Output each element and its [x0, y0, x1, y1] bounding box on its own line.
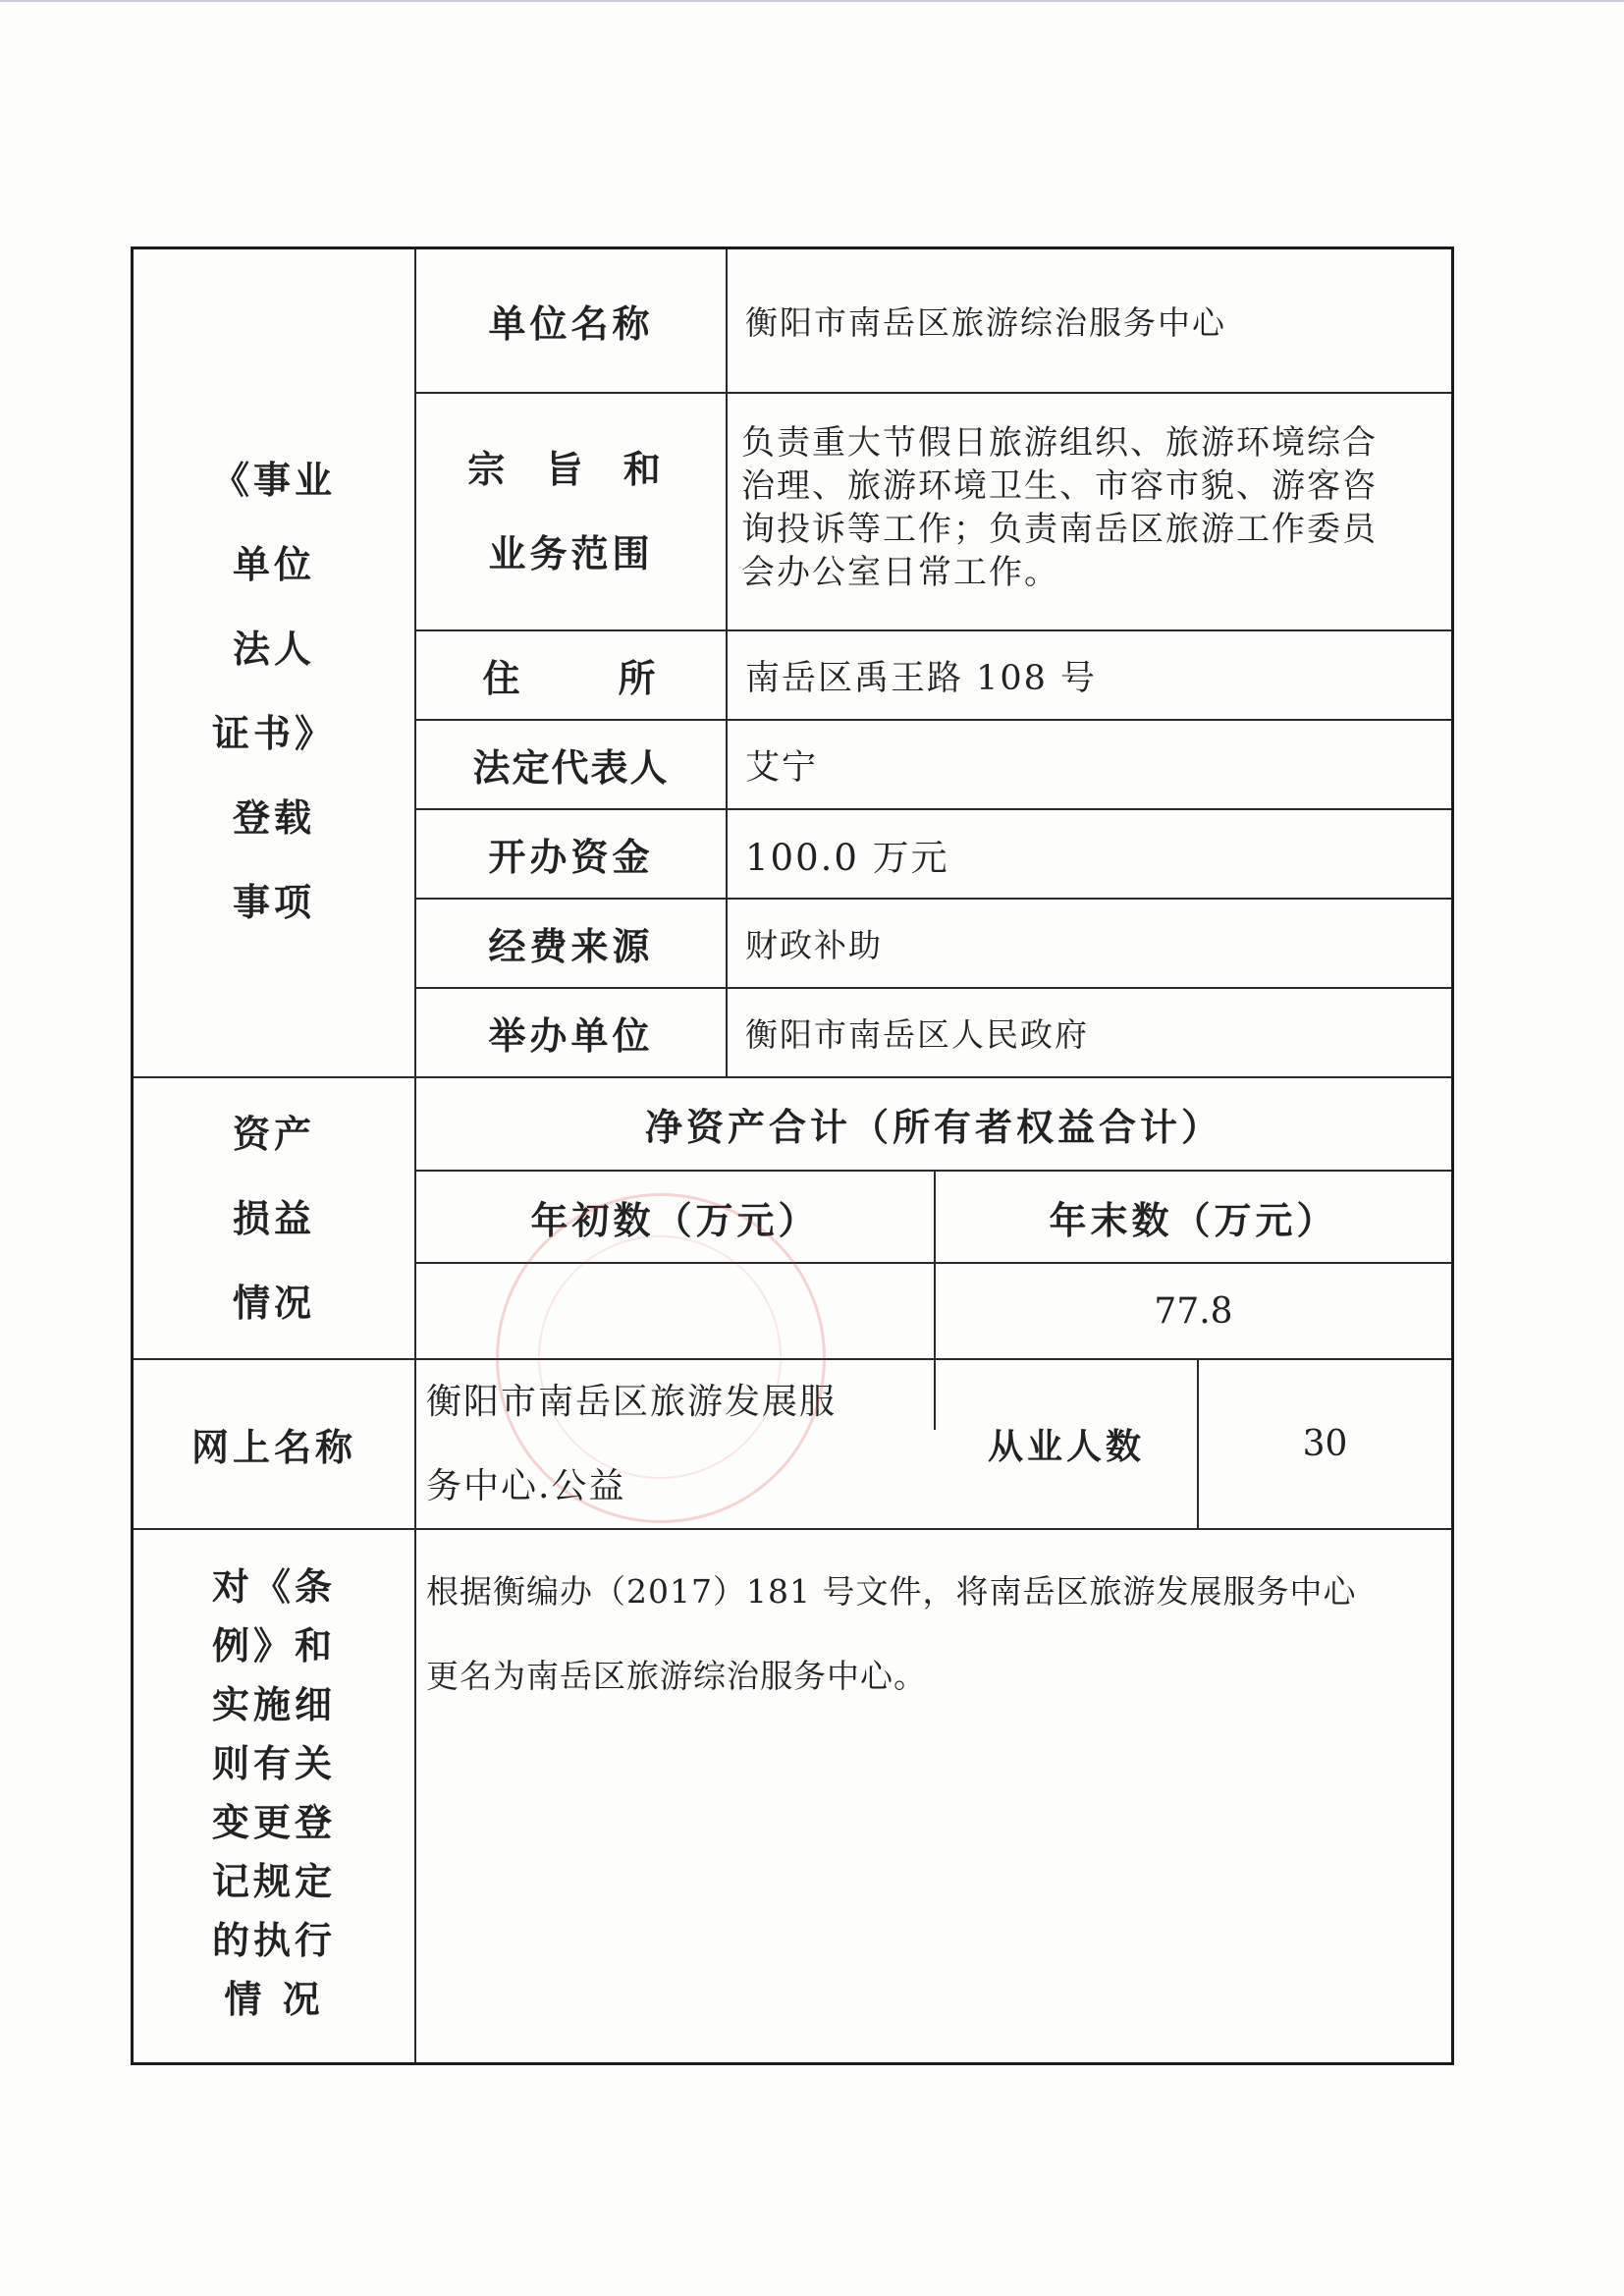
purpose-label — [416, 394, 726, 629]
address-label-char: 所 — [618, 656, 660, 700]
title-line: 情 况 — [224, 1977, 324, 2021]
title-line: 法人 — [232, 627, 315, 671]
registration-section-title — [134, 392, 414, 991]
title-line: 资产 — [232, 1111, 315, 1156]
address-label — [416, 631, 726, 719]
title-line: 登载 — [232, 795, 315, 840]
title-line: 对《条 — [211, 1564, 336, 1609]
funding-value: 财政补助 — [745, 926, 883, 964]
purpose-label-line: 宗 旨 和 — [467, 447, 675, 491]
online-name-label: 网上名称 — [190, 1425, 356, 1469]
legal-rep-value: 艾宁 — [745, 747, 819, 788]
capital-label: 开办资金 — [488, 835, 654, 879]
title-line: 单位 — [232, 542, 315, 586]
address-value: 南岳区禹王路 108 号 — [745, 658, 1098, 698]
title-line: 则有关 — [211, 1741, 336, 1785]
end-of-year-value: 77.8 — [1154, 1290, 1233, 1332]
purpose-line: 会办公室日常工作。 — [741, 553, 1059, 592]
purpose-line: 询投诉等工作；负责南岳区旅游工作委员 — [741, 510, 1378, 549]
title-line: 记规定 — [211, 1859, 336, 1903]
scan-top-edge — [0, 0, 1624, 2]
title-line: 事项 — [232, 880, 315, 924]
changes-text — [416, 1530, 1451, 2062]
capital-value: 100.0 万元 — [745, 836, 949, 879]
online-name-line: 衡阳市南岳区旅游发展服 — [426, 1381, 838, 1422]
employees-label: 从业人数 — [987, 1426, 1145, 1467]
address-label-char: 住 — [482, 656, 524, 700]
title-line: 例》和 — [211, 1623, 336, 1667]
end-of-year-label: 年末数（万元） — [1049, 1197, 1338, 1242]
legal-rep-label: 法定代表人 — [472, 745, 670, 790]
title-line: 变更登 — [211, 1800, 336, 1844]
online-name-line: 务中心.公益 — [426, 1465, 626, 1506]
sponsor-label: 举办单位 — [488, 1013, 654, 1058]
title-line: 证书》 — [211, 711, 336, 755]
title-line: 损益 — [232, 1195, 315, 1240]
title-line: 情况 — [232, 1280, 315, 1325]
begin-of-year-label: 年初数（万元） — [530, 1197, 820, 1242]
title-line: 的执行 — [211, 1918, 336, 1962]
title-line: 实施细 — [211, 1682, 336, 1726]
title-line: 《事业 — [211, 458, 336, 502]
purpose-line: 负责重大节假日旅游组织、旅游环境综合 — [741, 423, 1378, 463]
employees-value: 30 — [1302, 1424, 1348, 1464]
changes-section-title — [134, 1530, 414, 2062]
changes-line: 更名为南岳区旅游综治服务中心。 — [426, 1657, 927, 1695]
purpose-value — [728, 421, 1451, 629]
registration-form — [131, 246, 1454, 2065]
purpose-label-line: 业务范围 — [488, 531, 654, 575]
changes-line: 根据衡编办（2017）181 号文件，将南岳区旅游发展服务中心 — [426, 1572, 1357, 1611]
unit-name-value: 衡阳市南岳区旅游综治服务中心 — [745, 303, 1226, 342]
net-assets-header: 净资产合计（所有者权益合计） — [644, 1105, 1222, 1149]
unit-name-label: 单位名称 — [488, 301, 654, 346]
funding-label: 经费来源 — [488, 924, 654, 968]
assets-section-title — [134, 1078, 414, 1358]
official-seal — [496, 1193, 826, 1523]
purpose-line: 治理、旅游环境卫生、市容市貌、游客咨 — [741, 466, 1378, 506]
sponsor-value: 衡阳市南岳区人民政府 — [745, 1015, 1089, 1054]
